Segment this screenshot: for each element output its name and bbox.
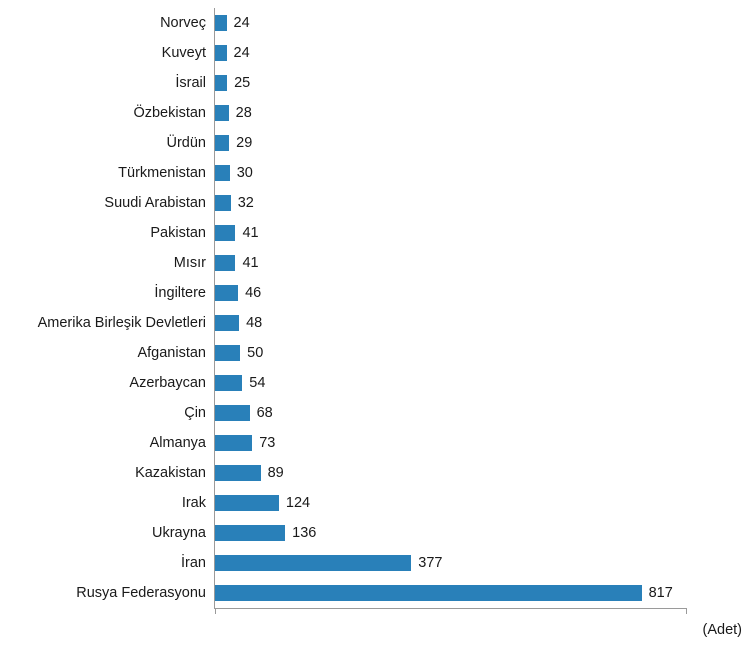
category-label: Suudi Arabistan — [104, 194, 206, 211]
bar-cell — [214, 68, 750, 98]
bar-cell — [214, 488, 750, 518]
category-label: Ukrayna — [152, 524, 206, 541]
bar-cell — [214, 158, 750, 188]
bar-cell — [214, 98, 750, 128]
bar-row — [0, 398, 750, 428]
bar-row — [0, 248, 750, 278]
bar-row — [0, 98, 750, 128]
bar-row — [0, 548, 750, 578]
bar-row — [0, 278, 750, 308]
bar-cell — [214, 128, 750, 158]
bar-value-label: 46 — [245, 284, 262, 301]
category-label: Mısır — [173, 254, 206, 271]
bar — [214, 495, 279, 511]
bar-value-label: 41 — [242, 254, 259, 271]
category-label: Kazakistan — [135, 464, 206, 481]
plot-area — [0, 8, 750, 608]
bar-cell — [214, 308, 750, 338]
bar-cell — [214, 398, 750, 428]
bar-row — [0, 218, 750, 248]
bar-row — [0, 458, 750, 488]
category-label: Almanya — [149, 434, 206, 451]
bar-row — [0, 428, 750, 458]
bar-value-label: 48 — [246, 314, 263, 331]
bar — [214, 75, 227, 91]
bar-row — [0, 368, 750, 398]
bar — [214, 345, 240, 361]
bar — [214, 105, 229, 121]
category-label: Irak — [181, 494, 206, 511]
bar-value-label: 29 — [236, 134, 253, 151]
bar-cell — [214, 518, 750, 548]
bar — [214, 525, 285, 541]
bar-cell — [214, 278, 750, 308]
bar-value-label: 136 — [292, 524, 317, 541]
bar — [214, 555, 411, 571]
bar-row — [0, 338, 750, 368]
bar-value-label: 50 — [247, 344, 264, 361]
bar-value-label: 73 — [259, 434, 276, 451]
bar — [214, 285, 238, 301]
bar — [214, 225, 235, 241]
bar-row — [0, 158, 750, 188]
bar-cell — [214, 578, 750, 608]
bar — [214, 255, 235, 271]
category-label: Norveç — [160, 14, 206, 31]
bar-value-label: 377 — [418, 554, 443, 571]
bar — [214, 465, 261, 481]
bar — [214, 405, 250, 421]
category-label: Afganistan — [137, 344, 206, 361]
category-label: Azerbaycan — [129, 374, 206, 391]
bar-value-label: 89 — [267, 464, 284, 481]
x-axis-unit-label: (Adet) — [702, 622, 742, 638]
bar-value-label: 24 — [233, 44, 250, 61]
bar — [214, 315, 239, 331]
bar — [214, 15, 227, 31]
bar-row — [0, 308, 750, 338]
category-label: Pakistan — [150, 224, 206, 241]
category-label: İran — [181, 554, 206, 571]
category-label: İsrail — [175, 74, 206, 91]
category-label: Özbekistan — [133, 104, 206, 121]
category-label: Türkmenistan — [118, 164, 206, 181]
bar-row — [0, 8, 750, 38]
bar-cell — [214, 38, 750, 68]
bar-value-label: 68 — [256, 404, 273, 421]
bar-value-label: 32 — [237, 194, 254, 211]
category-label: Kuveyt — [161, 44, 206, 61]
x-axis-tick-start — [215, 608, 216, 614]
bar — [214, 435, 252, 451]
category-label: Çin — [184, 404, 206, 421]
bar-value-label: 54 — [249, 374, 266, 391]
bar-value-label: 30 — [236, 164, 253, 181]
bar-cell — [214, 458, 750, 488]
category-label: Ürdün — [166, 134, 206, 151]
bar-value-label: 817 — [648, 584, 673, 601]
category-label: Amerika Birleşik Devletleri — [37, 314, 206, 331]
bar-cell — [214, 548, 750, 578]
bar-cell — [214, 428, 750, 458]
bar — [214, 195, 231, 211]
category-label: İngiltere — [154, 284, 206, 301]
bar-value-label: 124 — [285, 494, 311, 511]
bar-cell — [214, 8, 750, 38]
category-label: Rusya Federasyonu — [76, 584, 206, 601]
bar-row — [0, 128, 750, 158]
bar — [214, 375, 242, 391]
bar-cell — [214, 368, 750, 398]
bar-row — [0, 518, 750, 548]
bar-cell — [214, 338, 750, 368]
bar-row — [0, 488, 750, 518]
x-axis-line — [214, 608, 687, 609]
y-axis-line — [214, 8, 215, 608]
bar-value-label: 25 — [234, 74, 251, 91]
bar-value-label: 28 — [235, 104, 252, 121]
bar — [214, 165, 230, 181]
x-axis-tick-end — [686, 608, 687, 614]
bar-rows — [0, 8, 750, 608]
bar-value-label: 24 — [233, 14, 250, 31]
bar-cell — [214, 188, 750, 218]
bar-row — [0, 188, 750, 218]
bar-row — [0, 68, 750, 98]
bar-cell — [214, 218, 750, 248]
bar-value-label: 41 — [242, 224, 259, 241]
bar-cell — [214, 248, 750, 278]
bar — [214, 135, 229, 151]
bar-row — [0, 578, 750, 608]
bar — [214, 585, 642, 601]
bar-row — [0, 38, 750, 68]
bar — [214, 45, 227, 61]
